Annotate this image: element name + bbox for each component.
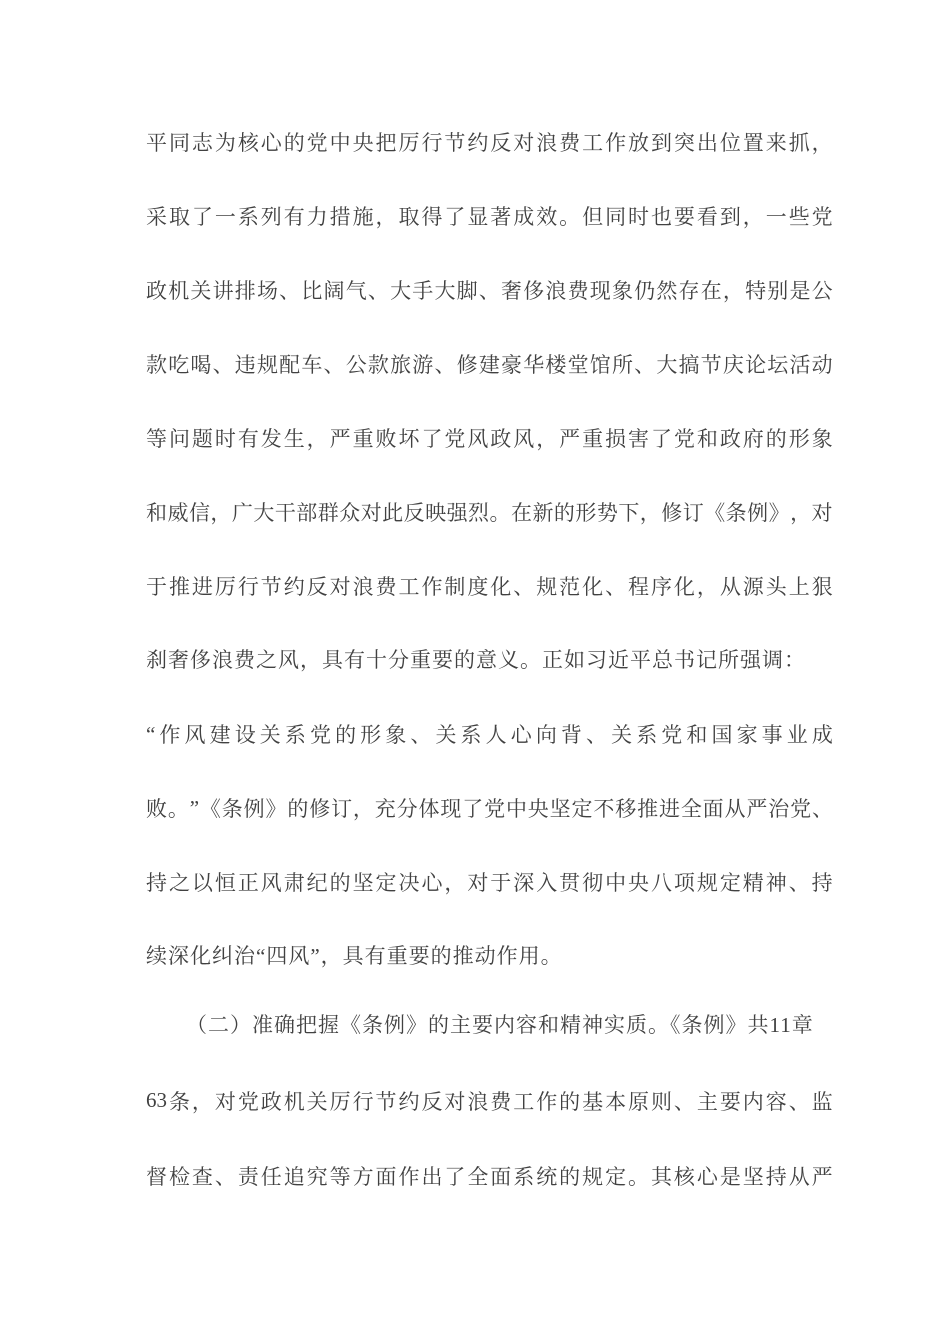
text-line: 政 机 关 讲 排 场 、 比 阔 气 、 大 手 大 脚 、 奢 侈 浪 费 现 象 仍 然 存 在 ， 特 别 是 公 bbox=[146, 279, 833, 303]
text-line: “ 作 风 建 设 关 系 党 的 形 象 、 关 系 人 心 向 背 、 关 系 党 和 国 家 事 业 成 bbox=[146, 721, 833, 747]
text-line: 刹奢侈浪费之风，具有十分重要的意义。正如习近平总书记所强调： bbox=[146, 648, 806, 672]
text-line: 平 同 志 为 核 心 的 党 中 央 把 厉 行 节 约 反 对 浪 费 工 作 放 到 突 出 位 置 来 抓 ， bbox=[146, 131, 833, 155]
text-line: 款 吃 喝 、 违 规 配 车 、 公 款 旅 游 、 修 建 豪 华 楼 堂 馆 所 、 大 搞 节 庆 论 坛 活 动 bbox=[146, 353, 833, 377]
text-line: 63 条 ， 对 党 政 机 关 厉 行 节 约 反 对 浪 费 工 作 的 基 本 原 则 、 主 要 内 容 、 监 bbox=[146, 1088, 833, 1114]
paragraph-2 bbox=[146, 988, 833, 1213]
text-line: 督 检 查 、 责 任 追 究 等 方 面 作 出 了 全 面 系 统 的 规 定 。 其 核 心 是 坚 持 从 严 bbox=[146, 1164, 833, 1189]
text-line: （二）准确把握《条例》的主要内容和精神实质。《条例》共11章 bbox=[186, 1013, 814, 1037]
text-line: 于 推 进 厉 行 节 约 反 对 浪 费 工 作 制 度 化 、 规 范 化 、 程 序 化 ， 从 源 头 上 狠 bbox=[146, 575, 833, 599]
text-line: 败 。 ” 《 条 例 》 的 修 订 ， 充 分 体 现 了 党 中 央 坚 定 不 移 推 进 全 面 从 严 治 党 、 bbox=[146, 795, 833, 821]
paragraph-1 bbox=[146, 105, 833, 993]
text-line: 持 之 以 恒 正 风 肃 纪 的 坚 定 决 心 ， 对 于 深 入 贯 彻 中 央 八 项 规 定 精 神 、 持 bbox=[146, 871, 833, 895]
text-line: 等 问 题 时 有 发 生 ， 严 重 败 坏 了 党 风 政 风 ， 严 重 损 害 了 党 和 政 府 的 形 象 bbox=[146, 427, 833, 451]
text-line: 采 取 了 一 系 列 有 力 措 施 ， 取 得 了 显 著 成 效 。 但 同 时 也 要 看 到 ， 一 些 党 bbox=[146, 205, 833, 229]
text-line: 续深化纠治“四风”，具有重要的推动作用。 bbox=[146, 944, 563, 968]
text-line: 和 威 信 ， 广 大 干 部 群 众 对 此 反 映 强 烈 。 在 新 的 形 势 下 ， 修 订 《 条 例 》 ， 对 bbox=[146, 501, 833, 525]
